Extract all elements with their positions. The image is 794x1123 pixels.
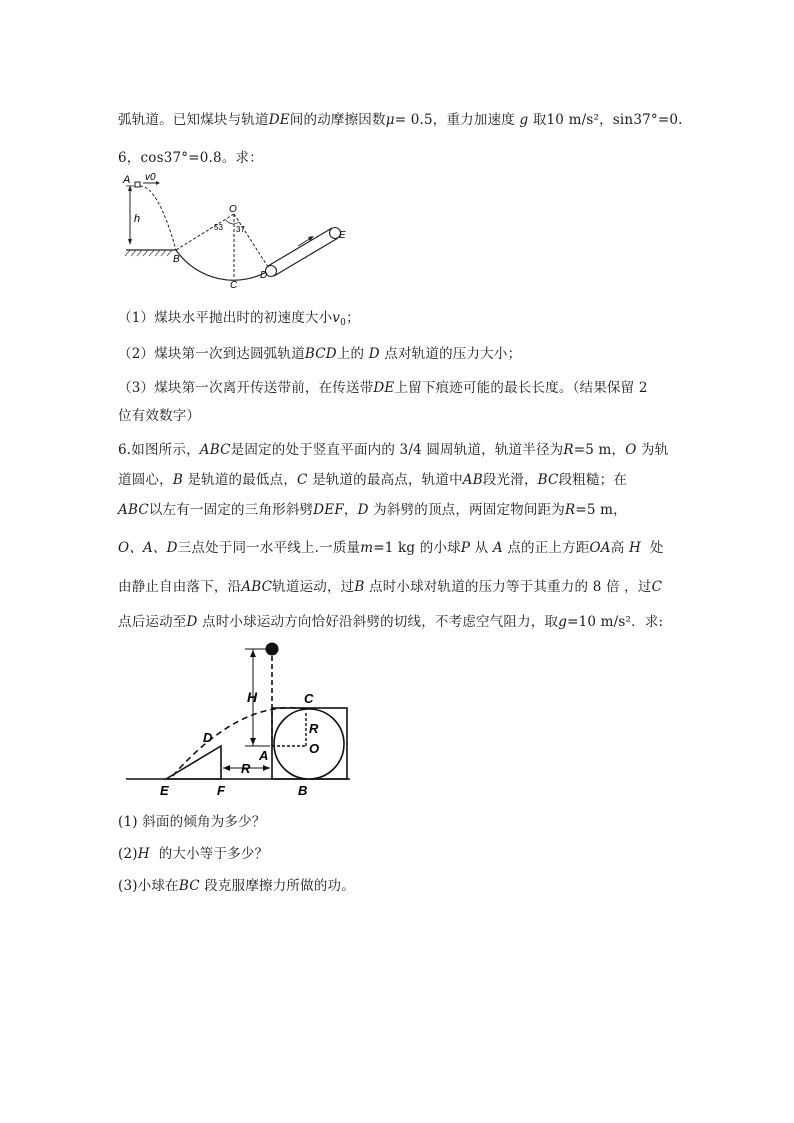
- p5-label-h: h: [134, 213, 141, 225]
- p6-question-1: (1) 斜面的倾角为多少？: [118, 814, 266, 830]
- p6-label-D: D: [203, 730, 213, 745]
- p5-question-3-cont: 位有效数字）: [118, 408, 201, 424]
- p5-question-2: （2）煤块第一次到达圆弧轨道BCD上的 D 点对轨道的压力大小；: [118, 346, 522, 362]
- p5-label-E: E: [339, 230, 346, 241]
- p6-label-O: O: [309, 741, 320, 756]
- p5-label-C: C: [230, 280, 238, 291]
- p6-label-R1: R: [309, 721, 319, 736]
- p6-label-H: H: [247, 689, 258, 705]
- p6-label-R2: R: [241, 761, 251, 776]
- p6-label-B: B: [298, 783, 308, 798]
- p5-label-v0: v0: [145, 172, 156, 183]
- p6-line-4: O、A、D三点处于同一水平线上.一质量m=1 kg 的小球P 从 A 点的正上方距OA高 H 处: [118, 540, 664, 556]
- p6-label-A: A: [259, 748, 269, 763]
- p6-label-C: C: [304, 691, 314, 706]
- p6-line-5: 由静止自由落下，沿ABC轨道运动，过B 点时小球对轨道的压力等于其重力的 8 倍 ，过C: [118, 579, 663, 595]
- p6-label-F: F: [217, 783, 225, 798]
- p5-line-2: 6，cos37°=0.8。求：: [118, 150, 263, 166]
- p5-label-D: D: [260, 270, 268, 281]
- p6-question-3: (3)小球在BC 段克服摩擦力所做的功。: [118, 878, 355, 894]
- p6-line-3: ABC以左有一固定的三角形斜劈DEF，D 为斜劈的顶点，两固定物间距为R=5 m，: [118, 502, 627, 518]
- p5-label-A: A: [123, 174, 131, 186]
- p6-line-1: 6.如图所示，ABC是固定的处于竖直平面内的 3/4 圆周轨道，轨道半径为R=5 m，O 为轨: [118, 442, 669, 458]
- p6-label-E: E: [160, 783, 169, 798]
- p6-line-2: 道圆心，B 是轨道的最低点，C 是轨道的最高点，轨道中AB段光滑，BC段粗糙；在: [118, 472, 628, 488]
- p5-label-53: 53: [214, 223, 223, 232]
- p6-question-2: (2)H 的大小等于多少？: [118, 846, 269, 862]
- p5-question-1: （1）煤块水平抛出时的初速度大小$v_0$；: [118, 310, 360, 328]
- p5-question-3: （3）煤块第一次离开传送带前，在传送带DE上留下痕迹可能的最长长度。（结果保留 2: [118, 380, 648, 396]
- p5-label-B: B: [173, 254, 180, 265]
- p6-figure: [120, 636, 360, 800]
- p5-line-1: 弧轨道。已知煤块与轨道DE间的动摩擦因数μ= 0.5，重力加速度 g 取10 m/s²，sin37°=0.: [118, 112, 683, 128]
- p5-label-O: O: [229, 204, 237, 215]
- p5-label-37: 37: [236, 225, 245, 234]
- p5-figure: [118, 166, 358, 296]
- p6-line-6: 点后运动至D 点时小球运动方向恰好沿斜劈的切线，不考虑空气阻力，取g=10 m/s²．求:: [118, 614, 664, 630]
